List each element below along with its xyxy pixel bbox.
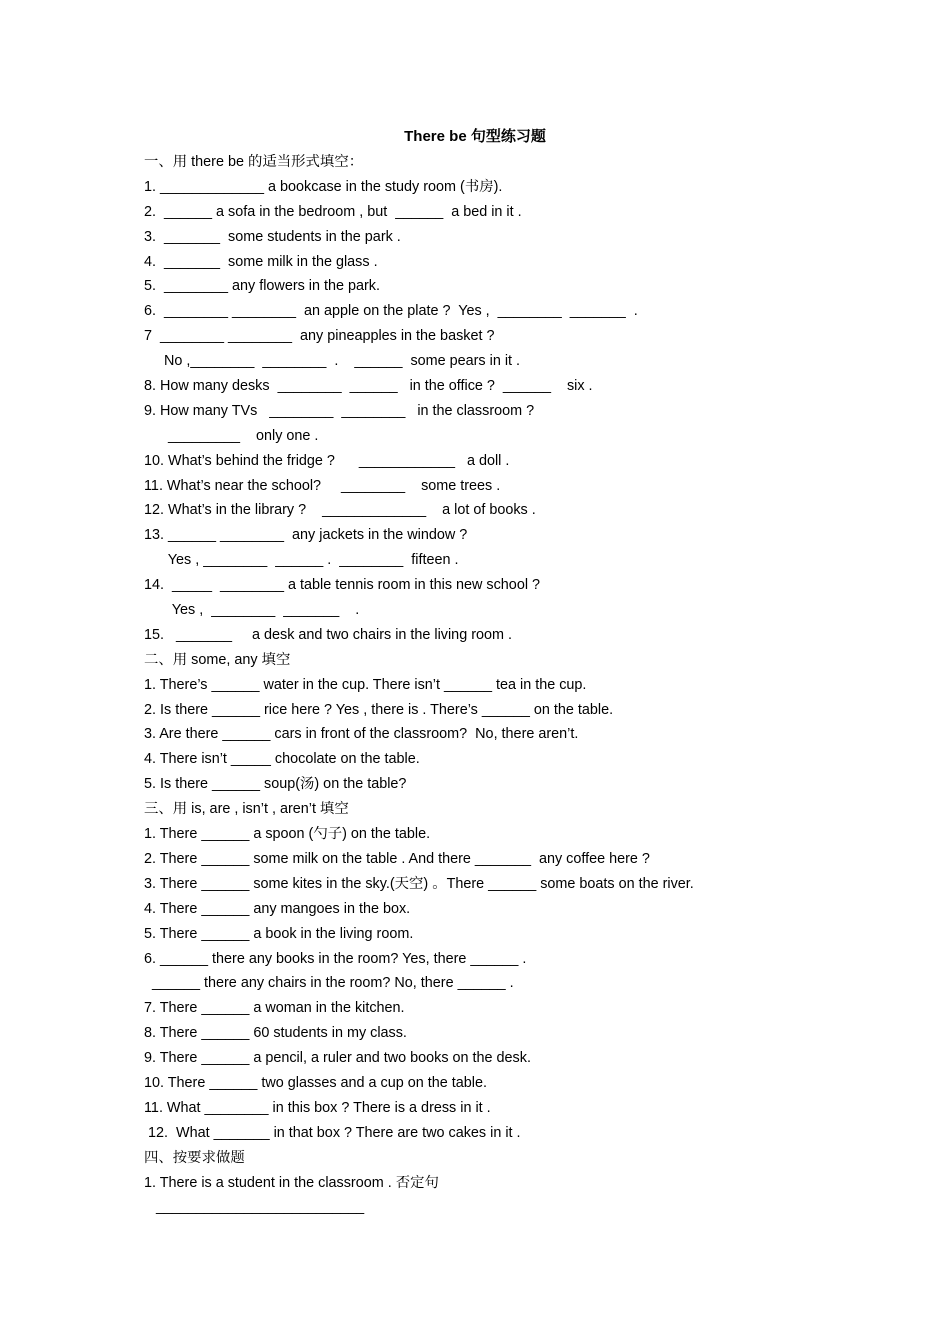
exercise-line: 9. How many TVs ________ ________ in the classroom ?	[144, 402, 535, 419]
exercise-line: No ,________ ________ . ______ some pears in it .	[144, 353, 521, 370]
exercise-line: 10. What’s behind the fridge ? ____________ a doll .	[144, 452, 510, 469]
section-heading: 二、用 some, any 填空	[144, 651, 291, 668]
exercise-line: _________ only one .	[144, 427, 319, 444]
exercise-line: ______ there any chairs in the room? No, there ______ .	[144, 975, 514, 992]
exercise-line: 3. There ______ some kites in the sky.(天空) 。There ______ some boats on the river.	[144, 875, 694, 892]
exercise-line: 5. There ______ a book in the living room.	[144, 925, 414, 942]
exercise-line: 11. What’s near the school? ________ some trees .	[144, 477, 501, 494]
exercise-line: 1. There’s ______ water in the cup. There isn’t ______ tea in the cup.	[144, 676, 587, 693]
section-heading: 一、用 there be 的适当形式填空：	[144, 154, 364, 170]
exercise-line: 7. There ______ a woman in the kitchen.	[144, 1000, 405, 1017]
exercise-line: 1. _____________ a bookcase in the study room (书房).	[144, 178, 503, 195]
exercise-line: 1. There ______ a spoon (勺子) on the table.	[144, 826, 431, 843]
exercise-line: 8. How many desks ________ ______ in the office ? ______ six .	[144, 378, 593, 395]
exercise-line: 4. There ______ any mangoes in the box.	[144, 900, 411, 917]
exercise-line: Yes , ________ ______ . ________ fifteen .	[144, 552, 459, 569]
exercise-line: 4. _______ some milk in the glass .	[144, 253, 378, 270]
exercise-line: 6. ________ ________ an apple on the plate ? Yes , ________ _______ .	[144, 303, 638, 320]
worksheet-body	[144, 150, 824, 1220]
exercise-line: 2. There ______ some milk on the table . And there _______ any coffee here ?	[144, 850, 650, 867]
exercise-line: 12. What _______ in that box ? There are two cakes in it .	[144, 1124, 521, 1141]
exercise-line: 15. _______ a desk and two chairs in the living room .	[144, 626, 512, 643]
answer-blank-line: __________________________	[144, 1199, 365, 1216]
exercise-line: 5. ________ any flowers in the park.	[144, 278, 380, 295]
exercise-line: 12. What’s in the library ? _____________ a lot of books .	[144, 502, 536, 519]
exercise-line: 10. There ______ two glasses and a cup on the table.	[144, 1074, 487, 1091]
exercise-line: 7 ________ ________ any pineapples in the basket ?	[144, 328, 495, 345]
exercise-line: 1. There is a student in the classroom . 否定句	[144, 1174, 439, 1191]
section-heading: 三、用 is, are , isn’t , aren’t 填空	[144, 801, 349, 818]
section-heading: 四、按要求做题	[144, 1149, 245, 1166]
exercise-line: 3. Are there ______ cars in front of the classroom? No, there aren’t.	[144, 726, 579, 743]
exercise-line: Yes , ________ _______ .	[144, 602, 360, 619]
exercise-line: 4. There isn’t _____ chocolate on the table.	[144, 751, 420, 768]
exercise-line: 6. ______ there any books in the room? Yes, there ______ .	[144, 950, 527, 967]
page-title: There be 句型练习题	[404, 128, 546, 145]
exercise-line: 14. _____ ________ a table tennis room in this new school ?	[144, 577, 541, 594]
exercise-line: 13. ______ ________ any jackets in the window ?	[144, 527, 468, 544]
exercise-line: 2. Is there ______ rice here ? Yes , there is . There’s ______ on the table.	[144, 701, 614, 718]
exercise-line: 9. There ______ a pencil, a ruler and two books on the desk.	[144, 1050, 531, 1067]
exercise-line: 5. Is there ______ soup(汤) on the table?	[144, 776, 407, 793]
exercise-line: 2. ______ a sofa in the bedroom , but ______ a bed in it .	[144, 203, 522, 220]
exercise-line: 3. _______ some students in the park .	[144, 228, 401, 245]
exercise-line: 8. There ______ 60 students in my class.	[144, 1025, 407, 1042]
exercise-line: 11. What ________ in this box ? There is a dress in it .	[144, 1099, 491, 1116]
